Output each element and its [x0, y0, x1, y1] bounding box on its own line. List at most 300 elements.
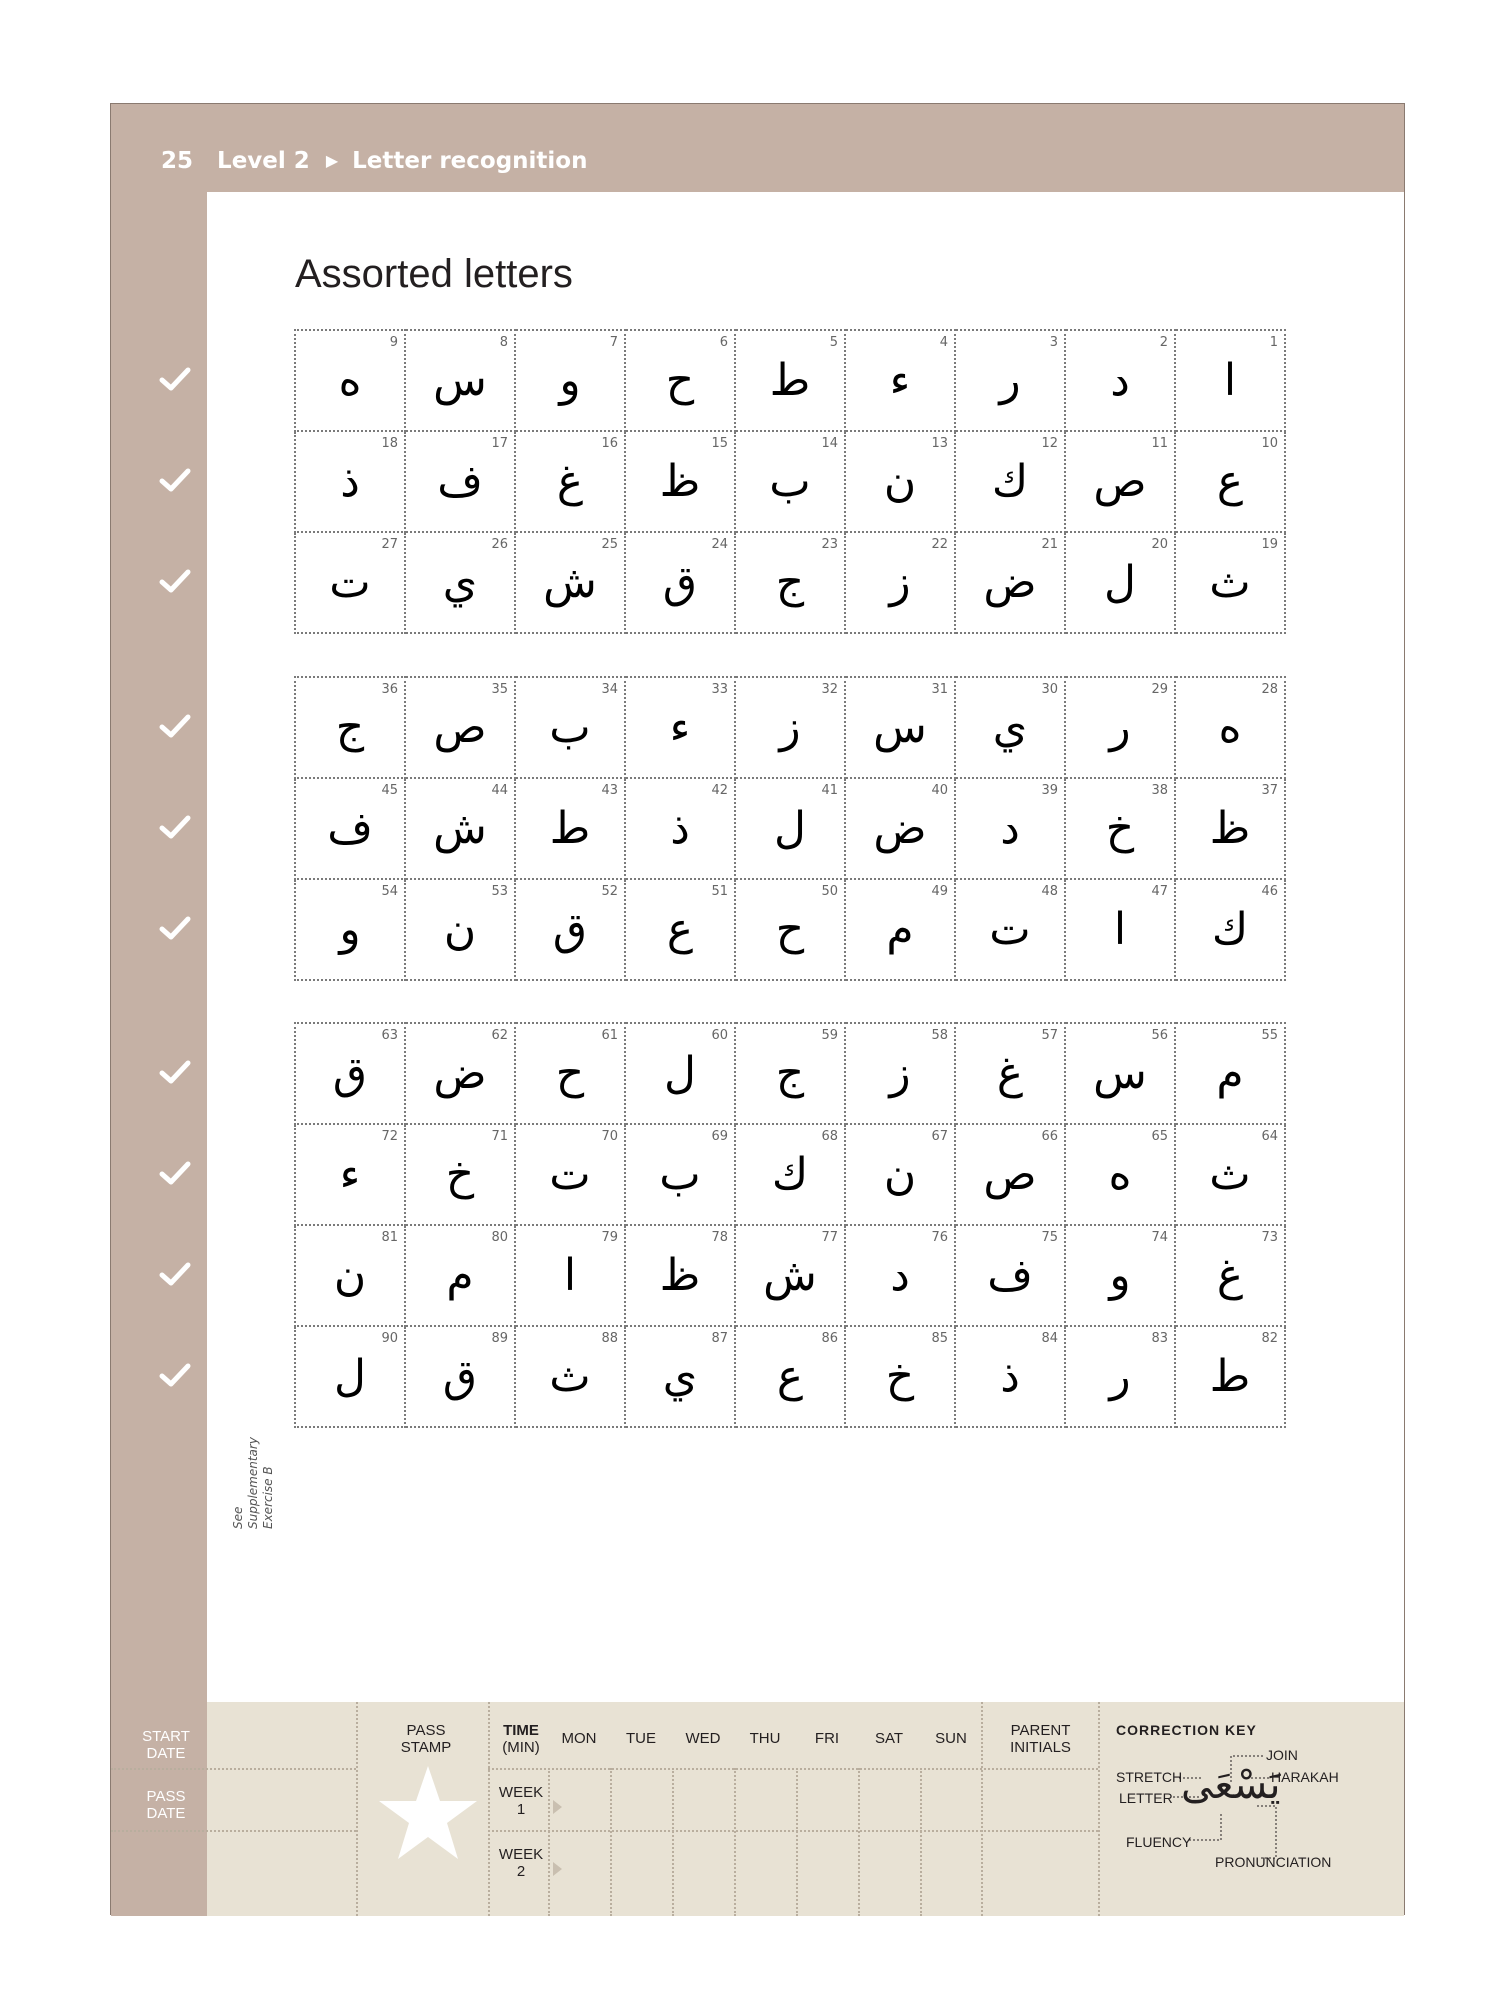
cell-number: 53 [491, 884, 508, 899]
day-label-sat: SAT [874, 1730, 904, 1747]
arabic-letter: خ [445, 1149, 475, 1200]
arabic-letter: ج [335, 702, 365, 753]
cell-number: 29 [1151, 682, 1168, 697]
arabic-letter: س [1093, 1048, 1147, 1099]
cell-number: 49 [931, 884, 948, 899]
arabic-letter: ش [543, 557, 597, 608]
arabic-letter: ح [665, 355, 695, 406]
progress-footer [111, 1702, 1404, 1916]
letter-cell [735, 1326, 845, 1427]
arabic-letter: غ [1216, 1250, 1244, 1301]
letter-cell [515, 330, 625, 431]
start-date-line-2: DATE [146, 1745, 186, 1762]
arabic-letter: ب [549, 702, 591, 753]
cell-number: 34 [601, 682, 618, 697]
cell-number: 54 [381, 884, 398, 899]
letter-row [295, 532, 1285, 633]
letter-cell [735, 330, 845, 431]
arabic-letter: ء [339, 1149, 361, 1200]
section-label: Letter recognition [352, 148, 588, 174]
letter-cell [1065, 532, 1175, 633]
cell-number: 13 [931, 436, 948, 451]
pass-date-line-2: DATE [146, 1805, 186, 1822]
start-date-line-1: START [142, 1728, 190, 1745]
arabic-letter: ذ [340, 456, 360, 507]
letter-row [295, 1326, 1285, 1427]
week-1-label [496, 1784, 546, 1818]
letter-row [295, 778, 1285, 879]
arabic-letter: ي [442, 557, 478, 608]
cell-number: 10 [1261, 436, 1278, 451]
cell-number: 3 [1049, 335, 1058, 350]
letter-cell [955, 879, 1065, 980]
checkmark-icon[interactable] [158, 1055, 192, 1089]
letter-cell [1175, 879, 1285, 980]
letter-cell [405, 879, 515, 980]
arabic-letter: م [446, 1250, 474, 1301]
letter-row [295, 330, 1285, 431]
cell-number: 56 [1151, 1028, 1168, 1043]
letter-cell [515, 1326, 625, 1427]
letter-cell [295, 879, 405, 980]
cell-number: 28 [1261, 682, 1278, 697]
week2-wed-time-cell[interactable] [674, 1832, 732, 1890]
letter-cell [295, 1023, 405, 1124]
letter-cell [1175, 431, 1285, 532]
letter-cell [735, 1124, 845, 1225]
cell-number: 74 [1151, 1230, 1168, 1245]
cell-number: 19 [1261, 537, 1278, 552]
checkmark-icon[interactable] [158, 709, 192, 743]
letter-cell [625, 532, 735, 633]
arabic-letter: ص [433, 702, 487, 753]
arabic-letter: ص [983, 1149, 1037, 1200]
arabic-letter: خ [885, 1351, 915, 1402]
arabic-letter: ح [775, 904, 805, 955]
letter-row [295, 677, 1285, 778]
cell-number: 75 [1041, 1230, 1058, 1245]
arabic-letter: ر [1109, 1351, 1131, 1402]
cell-number: 8 [499, 335, 508, 350]
cell-number: 50 [821, 884, 838, 899]
letter-cell [955, 1124, 1065, 1225]
letter-cell [1065, 330, 1175, 431]
cell-number: 9 [389, 335, 398, 350]
cell-number: 65 [1151, 1129, 1168, 1144]
cell-number: 30 [1041, 682, 1058, 697]
cell-number: 66 [1041, 1129, 1058, 1144]
key-stretch: STRETCH [1116, 1769, 1183, 1785]
cell-number: 70 [601, 1129, 618, 1144]
arabic-letter: ع [1216, 456, 1244, 507]
cell-number: 17 [491, 436, 508, 451]
week-1-line-2: 1 [516, 1801, 526, 1818]
arabic-letter: ك [1211, 904, 1249, 955]
time-line-1: TIME [503, 1722, 539, 1739]
cell-number: 41 [821, 783, 838, 798]
day-label-fri: FRI [814, 1730, 840, 1747]
cell-number: 6 [719, 335, 728, 350]
arabic-letter: ه [338, 355, 362, 406]
cell-number: 20 [1151, 537, 1168, 552]
cell-number: 57 [1041, 1028, 1058, 1043]
cell-number: 90 [381, 1331, 398, 1346]
letter-cell [295, 431, 405, 532]
parent-initials-line-2: INITIALS [1010, 1739, 1071, 1756]
cell-number: 72 [381, 1129, 398, 1144]
page-number: 25 [161, 148, 194, 174]
letter-cell [1065, 1225, 1175, 1326]
letter-cell [955, 330, 1065, 431]
letter-cell [625, 778, 735, 879]
divider [356, 1702, 358, 1916]
arabic-letter: ق [552, 904, 588, 955]
arabic-letter: ب [769, 456, 811, 507]
arabic-letter: ل [334, 1351, 366, 1402]
cell-number: 77 [821, 1230, 838, 1245]
pass-stamp-line-1: PASS [406, 1722, 446, 1739]
cell-number: 22 [931, 537, 948, 552]
letter-cell [735, 778, 845, 879]
letter-cell [845, 1326, 955, 1427]
cell-number: 82 [1261, 1331, 1278, 1346]
letter-row [295, 1023, 1285, 1124]
letter-cell [515, 1124, 625, 1225]
arabic-letter: ط [769, 355, 811, 406]
letter-cell [295, 1124, 405, 1225]
letter-cell [735, 1023, 845, 1124]
cell-number: 37 [1261, 783, 1278, 798]
week2-sun-time-cell[interactable] [922, 1832, 980, 1890]
week2-mon-time-cell[interactable] [550, 1832, 608, 1890]
letter-cell [295, 677, 405, 778]
letter-cell [1175, 532, 1285, 633]
arabic-letter: ذ [1000, 1351, 1020, 1402]
letter-cell [625, 1326, 735, 1427]
arabic-letter: د [1110, 355, 1130, 406]
letter-cell [735, 1225, 845, 1326]
cell-number: 76 [931, 1230, 948, 1245]
letter-cell [515, 532, 625, 633]
cell-number: 43 [601, 783, 618, 798]
arabic-letter: ك [991, 456, 1029, 507]
caret-right-icon: ▶ [325, 151, 339, 170]
key-pronunciation: PRONUNCIATION [1215, 1854, 1332, 1870]
cell-number: 33 [711, 682, 728, 697]
arabic-letter: ل [1104, 557, 1136, 608]
letter-cell [955, 677, 1065, 778]
arabic-letter: ش [763, 1250, 817, 1301]
week1-wed-time-cell[interactable] [674, 1770, 732, 1828]
supplementary-note [231, 1434, 291, 1529]
cell-number: 35 [491, 682, 508, 697]
cell-number: 25 [601, 537, 618, 552]
week1-sat-time-cell[interactable] [860, 1770, 918, 1828]
letter-cell [1175, 677, 1285, 778]
correction-key-title: CORRECTION KEY [1116, 1722, 1257, 1738]
cell-number: 36 [381, 682, 398, 697]
week-2-line-2: 2 [516, 1863, 526, 1880]
cell-number: 55 [1261, 1028, 1278, 1043]
letter-cell [515, 1023, 625, 1124]
arabic-letter: س [433, 355, 487, 406]
day-label-mon: MON [561, 1730, 597, 1747]
arabic-letter: ط [549, 803, 591, 854]
arabic-letter: غ [556, 456, 584, 507]
cell-number: 38 [1151, 783, 1168, 798]
cell-number: 12 [1041, 436, 1058, 451]
cell-number: 32 [821, 682, 838, 697]
week1-thu-time-cell[interactable] [736, 1770, 794, 1828]
checkmark-icon[interactable] [158, 362, 192, 396]
arabic-letter: و [339, 904, 361, 955]
letter-row [295, 879, 1285, 980]
cell-number: 88 [601, 1331, 618, 1346]
arabic-letter: م [886, 904, 914, 955]
week1-sun-time-cell[interactable] [922, 1770, 980, 1828]
arabic-letter: ج [775, 557, 805, 608]
arabic-letter: ر [1109, 702, 1131, 753]
cell-number: 1 [1269, 335, 1278, 350]
letter-cell [625, 879, 735, 980]
week2-tue-time-cell[interactable] [612, 1832, 670, 1890]
letter-cell [295, 330, 405, 431]
letter-grid-block-3 [294, 1022, 1286, 1428]
arabic-letter: ط [1209, 1351, 1251, 1402]
letter-cell [735, 431, 845, 532]
letter-cell [845, 778, 955, 879]
cell-number: 64 [1261, 1129, 1278, 1144]
day-label-wed: WED [685, 1730, 721, 1747]
letter-cell [845, 532, 955, 633]
letter-row [295, 1124, 1285, 1225]
arabic-letter: ش [433, 803, 487, 854]
letter-cell [845, 1225, 955, 1326]
letter-cell [955, 1326, 1065, 1427]
letter-cell [1175, 330, 1285, 431]
arabic-letter: د [890, 1250, 910, 1301]
arabic-letter: ص [1093, 456, 1147, 507]
supp-line-1: See [231, 1506, 245, 1529]
letter-cell [1065, 1326, 1175, 1427]
cell-number: 16 [601, 436, 618, 451]
cell-number: 85 [931, 1331, 948, 1346]
arabic-letter: ت [989, 904, 1031, 955]
checkmark-icon[interactable] [158, 564, 192, 598]
arabic-letter: ا [1113, 904, 1127, 955]
checkmark-icon[interactable] [158, 1257, 192, 1291]
supp-line-3: Exercise B [261, 1466, 275, 1529]
key-leader-lines [1111, 1742, 1371, 1882]
cell-number: 80 [491, 1230, 508, 1245]
letter-cell [515, 778, 625, 879]
arabic-letter: ف [327, 803, 373, 854]
cell-number: 31 [931, 682, 948, 697]
arabic-letter: ه [1108, 1149, 1132, 1200]
cell-number: 83 [1151, 1331, 1168, 1346]
cell-number: 51 [711, 884, 728, 899]
letter-row [295, 1225, 1285, 1326]
star-icon [376, 1764, 480, 1862]
arabic-letter: ن [883, 456, 917, 507]
pass-stamp-label [371, 1722, 481, 1756]
arabic-letter: ب [659, 1149, 701, 1200]
arabic-letter: ظ [1209, 803, 1251, 854]
letter-cell [845, 431, 955, 532]
week1-mon-time-cell[interactable] [550, 1770, 608, 1828]
arabic-letter: ي [662, 1351, 698, 1402]
supp-line-2: Supplementary [246, 1437, 260, 1529]
arabic-letter: ف [437, 456, 483, 507]
letter-cell [515, 431, 625, 532]
arabic-letter: ي [992, 702, 1028, 753]
arabic-letter: ح [555, 1048, 585, 1099]
cell-number: 73 [1261, 1230, 1278, 1245]
letter-cell [735, 879, 845, 980]
week-2-label [496, 1846, 546, 1880]
parent-initials-line-1: PARENT [1010, 1722, 1071, 1739]
cell-number: 24 [711, 537, 728, 552]
letter-cell [405, 778, 515, 879]
arabic-letter: ع [666, 904, 694, 955]
checkmark-icon[interactable] [158, 1156, 192, 1190]
cell-number: 45 [381, 783, 398, 798]
divider [1098, 1702, 1100, 1916]
divider [111, 1830, 356, 1832]
page-title: Assorted letters [295, 252, 573, 296]
letter-cell [625, 330, 735, 431]
arabic-letter: ظ [659, 1250, 701, 1301]
cell-number: 7 [609, 335, 618, 350]
checkmark-icon[interactable] [158, 463, 192, 497]
arabic-letter: ذ [670, 803, 690, 854]
checkmark-icon[interactable] [158, 810, 192, 844]
cell-number: 59 [821, 1028, 838, 1043]
arabic-letter: ض [433, 1048, 487, 1099]
letter-cell [1065, 677, 1175, 778]
cell-number: 58 [931, 1028, 948, 1043]
cell-number: 15 [711, 436, 728, 451]
workbook-page [110, 103, 1405, 1915]
letter-cell [1175, 778, 1285, 879]
letter-cell [405, 330, 515, 431]
arabic-letter: ض [983, 557, 1037, 608]
cell-number: 44 [491, 783, 508, 798]
arabic-letter: خ [1105, 803, 1135, 854]
cell-number: 52 [601, 884, 618, 899]
cell-number: 4 [939, 335, 948, 350]
pass-date-label [131, 1788, 201, 1822]
arabic-letter: ل [774, 803, 806, 854]
letter-cell [955, 1023, 1065, 1124]
divider [488, 1702, 490, 1916]
letter-cell [735, 677, 845, 778]
arabic-letter: ل [664, 1048, 696, 1099]
checkmark-icon[interactable] [158, 1358, 192, 1392]
day-label-tue: TUE [626, 1730, 656, 1747]
arabic-letter: ث [1209, 1149, 1251, 1200]
cell-number: 68 [821, 1129, 838, 1144]
cell-number: 14 [821, 436, 838, 451]
letter-cell [845, 330, 955, 431]
week2-fri-time-cell[interactable] [798, 1832, 856, 1890]
arabic-letter: ظ [659, 456, 701, 507]
level-label: Level 2 [217, 148, 310, 174]
arabic-letter: ث [549, 1351, 591, 1402]
cell-number: 39 [1041, 783, 1058, 798]
letter-cell [845, 1023, 955, 1124]
cell-number: 84 [1041, 1331, 1058, 1346]
key-fluency: FLUENCY [1126, 1834, 1192, 1850]
arabic-letter: و [559, 355, 581, 406]
week1-fri-time-cell[interactable] [798, 1770, 856, 1828]
arabic-letter: ر [999, 355, 1021, 406]
arabic-letter: ض [873, 803, 927, 854]
cell-number: 79 [601, 1230, 618, 1245]
arabic-letter: ق [442, 1351, 478, 1402]
letter-cell [515, 879, 625, 980]
week-1-line-1: WEEK [498, 1784, 544, 1801]
cell-number: 60 [711, 1028, 728, 1043]
letter-cell [955, 532, 1065, 633]
arabic-letter: ت [549, 1149, 591, 1200]
cell-number: 5 [829, 335, 838, 350]
letter-cell [625, 1124, 735, 1225]
key-harakah: HARAKAH [1271, 1769, 1339, 1785]
letter-cell [955, 431, 1065, 532]
cell-number: 27 [381, 537, 398, 552]
cell-number: 40 [931, 783, 948, 798]
letter-cell [625, 431, 735, 532]
arabic-letter: ع [776, 1351, 804, 1402]
key-letter: LETTER [1119, 1790, 1173, 1806]
week2-sat-time-cell[interactable] [860, 1832, 918, 1890]
cell-number: 2 [1159, 335, 1168, 350]
letter-cell [515, 677, 625, 778]
arabic-letter: ن [883, 1149, 917, 1200]
cell-number: 86 [821, 1331, 838, 1346]
cell-number: 78 [711, 1230, 728, 1245]
letter-cell [1065, 1023, 1175, 1124]
letter-cell [295, 1225, 405, 1326]
week1-tue-time-cell[interactable] [612, 1770, 670, 1828]
letter-grid-block-1 [294, 329, 1286, 634]
letter-cell [405, 431, 515, 532]
cell-number: 46 [1261, 884, 1278, 899]
letter-cell [1175, 1023, 1285, 1124]
letter-cell [295, 1326, 405, 1427]
letter-cell [735, 532, 845, 633]
time-line-2: (MIN) [502, 1739, 540, 1756]
day-label-sun: SUN [935, 1730, 967, 1747]
pass-date-line-1: PASS [146, 1788, 186, 1805]
letter-cell [625, 1225, 735, 1326]
arabic-letter: و [1109, 1250, 1131, 1301]
cell-number: 81 [381, 1230, 398, 1245]
arabic-letter: ز [889, 557, 911, 608]
letter-cell [405, 677, 515, 778]
letter-cell [1175, 1124, 1285, 1225]
checkmark-icon[interactable] [158, 911, 192, 945]
letter-cell [955, 1225, 1065, 1326]
cell-number: 62 [491, 1028, 508, 1043]
time-label [496, 1722, 546, 1756]
week2-thu-time-cell[interactable] [736, 1832, 794, 1890]
cell-number: 63 [381, 1028, 398, 1043]
arabic-letter: ن [443, 904, 477, 955]
letter-cell [1065, 431, 1175, 532]
day-label-thu: THU [749, 1730, 781, 1747]
